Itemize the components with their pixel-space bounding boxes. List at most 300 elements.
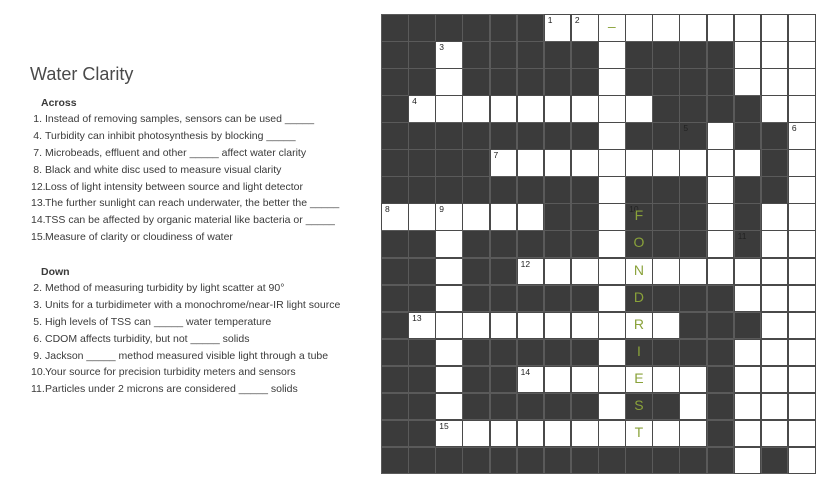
grid-cell-blocked — [381, 366, 409, 394]
grid-cell-blocked — [408, 122, 436, 150]
clue-number: 12. — [31, 180, 46, 193]
grid-cell[interactable] — [598, 258, 626, 286]
grid-cell[interactable] — [462, 420, 490, 448]
grid-cell-blocked — [707, 312, 735, 340]
cell-number: 14 — [520, 366, 531, 377]
grid-cell-blocked — [490, 230, 518, 258]
grid-cell[interactable] — [707, 203, 735, 231]
grid-cell-blocked — [517, 41, 545, 69]
puzzle-title: Water Clarity — [30, 64, 134, 84]
grid-cell[interactable] — [761, 312, 789, 340]
grid-cell[interactable] — [788, 339, 816, 367]
grid-cell[interactable] — [435, 230, 463, 258]
down-clue — [31, 297, 340, 314]
grid-cell-blocked — [544, 230, 572, 258]
grid-cell[interactable] — [598, 203, 626, 231]
clue-number: 4. — [33, 129, 42, 142]
grid-cell[interactable] — [598, 339, 626, 367]
grid-cell-blocked — [734, 95, 762, 123]
grid-cell-blocked — [679, 41, 707, 69]
grid-cell[interactable] — [788, 95, 816, 123]
grid-cell-blocked — [652, 95, 680, 123]
grid-cell-blocked — [381, 230, 409, 258]
grid-cell[interactable] — [517, 149, 545, 177]
grid-cell[interactable] — [788, 122, 816, 150]
grid-cell[interactable] — [625, 95, 653, 123]
grid-cell[interactable] — [381, 203, 409, 231]
grid-cell-blocked — [490, 285, 518, 313]
grid-cell[interactable] — [408, 312, 436, 340]
grid-cell[interactable] — [788, 312, 816, 340]
grid-cell-blocked — [381, 420, 409, 448]
clue-text: Measure of clarity or cloudiness of water — [45, 231, 233, 244]
grid-cell[interactable] — [707, 176, 735, 204]
grid-cell-blocked — [652, 285, 680, 313]
cell-number: 10 — [629, 204, 639, 215]
grid-cell-blocked — [490, 68, 518, 96]
grid-cell[interactable] — [598, 285, 626, 313]
grid-cell[interactable] — [490, 95, 518, 123]
grid-cell-blocked — [679, 122, 707, 150]
grid-cell-blocked — [571, 176, 599, 204]
grid-cell-blocked — [571, 393, 599, 421]
grid-cell-blocked — [490, 41, 518, 69]
cell-number: 12 — [520, 258, 531, 269]
grid-cell-blocked — [571, 447, 599, 475]
grid-cell-blocked — [761, 447, 789, 475]
grid-cell-blocked — [408, 393, 436, 421]
grid-cell-blocked — [435, 149, 463, 177]
grid-cell[interactable] — [625, 14, 653, 42]
grid-cell-blocked — [598, 447, 626, 475]
across-clue — [31, 162, 339, 179]
grid-cell-blocked — [571, 41, 599, 69]
grid-cell-blocked — [707, 41, 735, 69]
grid-cell-blocked — [679, 312, 707, 340]
grid-cell[interactable] — [598, 14, 626, 42]
grid-cell-blocked — [679, 447, 707, 475]
grid-cell[interactable] — [734, 366, 762, 394]
grid-cell[interactable] — [598, 176, 626, 204]
grid-cell[interactable] — [435, 258, 463, 286]
grid-cell[interactable] — [652, 312, 680, 340]
grid-cell-blocked — [761, 122, 789, 150]
clue-text: The further sunlight can reach underwater, the better the _____ — [45, 197, 340, 210]
grid-cell[interactable] — [598, 230, 626, 258]
grid-cell[interactable] — [625, 312, 653, 340]
clue-text: Your source for precision turbidity meters and sensors — [45, 366, 296, 379]
across-clue-list — [31, 111, 339, 246]
grid-cell[interactable] — [544, 258, 572, 286]
clue-number: 13. — [31, 197, 46, 210]
clue-text: Particles under 2 microns are considered _____ solids — [45, 383, 298, 396]
grid-cell[interactable] — [517, 95, 545, 123]
grid-cell-blocked — [625, 393, 653, 421]
grid-cell-blocked — [679, 203, 707, 231]
grid-cell[interactable] — [734, 447, 762, 475]
grid-cell[interactable] — [598, 393, 626, 421]
grid-cell[interactable] — [435, 366, 463, 394]
grid-cell-blocked — [408, 420, 436, 448]
clue-number: 7. — [33, 146, 42, 159]
grid-cell[interactable] — [734, 339, 762, 367]
across-clue — [31, 111, 339, 128]
grid-cell[interactable] — [652, 14, 680, 42]
grid-cell-blocked — [625, 203, 653, 231]
grid-cell[interactable] — [679, 149, 707, 177]
cell-letter: F — [634, 207, 644, 224]
grid-cell[interactable] — [652, 258, 680, 286]
cell-number: 2 — [574, 15, 580, 25]
cell-number: 1 — [547, 15, 553, 25]
grid-cell[interactable] — [707, 230, 735, 258]
grid-cell[interactable] — [544, 14, 572, 42]
grid-cell-blocked — [517, 176, 545, 204]
grid-cell-blocked — [381, 285, 409, 313]
grid-cell[interactable] — [598, 420, 626, 448]
clue-number: 15. — [31, 231, 46, 244]
across-clue — [31, 229, 339, 246]
across-clue — [31, 179, 339, 196]
grid-cell[interactable] — [598, 312, 626, 340]
cell-number: 13 — [412, 312, 422, 323]
grid-cell[interactable] — [625, 366, 653, 394]
grid-cell[interactable] — [571, 149, 599, 177]
grid-cell-blocked — [571, 68, 599, 96]
cell-number: 6 — [791, 123, 797, 134]
grid-cell-blocked — [408, 41, 436, 69]
grid-cell-blocked — [625, 122, 653, 150]
grid-cell-blocked — [462, 41, 490, 69]
grid-cell-blocked — [408, 149, 436, 177]
grid-cell-blocked — [571, 285, 599, 313]
down-clue — [31, 348, 340, 365]
down-clue — [31, 381, 340, 398]
grid-cell[interactable] — [761, 68, 789, 96]
clue-number: 5. — [33, 315, 42, 328]
clue-number: 10. — [31, 366, 46, 379]
grid-cell[interactable] — [734, 285, 762, 313]
grid-cell[interactable] — [435, 95, 463, 123]
grid-cell[interactable] — [707, 149, 735, 177]
clue-text: Instead of removing samples, sensors can be used _____ — [45, 113, 315, 125]
grid-cell-blocked — [652, 447, 680, 475]
clue-text: Loss of light intensity between source and light detector — [45, 180, 303, 193]
grid-cell[interactable] — [490, 149, 518, 177]
grid-cell[interactable] — [734, 393, 762, 421]
grid-cell-blocked — [462, 230, 490, 258]
grid-cell[interactable] — [571, 420, 599, 448]
grid-cell[interactable] — [788, 14, 816, 42]
grid-cell-blocked — [544, 285, 572, 313]
across-heading: Across — [41, 97, 77, 109]
across-clue — [31, 195, 339, 212]
grid-cell[interactable] — [435, 312, 463, 340]
grid-cell-blocked — [381, 14, 409, 42]
grid-cell-blocked — [652, 122, 680, 150]
grid-cell[interactable] — [571, 312, 599, 340]
grid-cell-blocked — [571, 122, 599, 150]
grid-cell[interactable] — [517, 420, 545, 448]
grid-cell[interactable] — [679, 366, 707, 394]
grid-cell[interactable] — [788, 149, 816, 177]
grid-cell[interactable] — [788, 230, 816, 258]
grid-cell-blocked — [462, 68, 490, 96]
grid-cell[interactable] — [788, 285, 816, 313]
grid-cell[interactable] — [788, 420, 816, 448]
grid-cell-blocked — [490, 122, 518, 150]
grid-cell-blocked — [679, 230, 707, 258]
grid-cell-blocked — [408, 14, 436, 42]
grid-cell[interactable] — [517, 203, 545, 231]
grid-cell-blocked — [408, 285, 436, 313]
grid-cell[interactable] — [734, 258, 762, 286]
grid-cell[interactable] — [598, 68, 626, 96]
down-clue — [31, 280, 340, 297]
cell-letter: N — [633, 261, 644, 278]
grid-cell[interactable] — [734, 420, 762, 448]
grid-cell-blocked — [707, 393, 735, 421]
grid-cell-blocked — [490, 447, 518, 475]
grid-cell-blocked — [625, 176, 653, 204]
grid-cell[interactable] — [517, 258, 545, 286]
grid-cell[interactable] — [788, 68, 816, 96]
grid-cell-blocked — [381, 95, 409, 123]
grid-cell[interactable] — [625, 420, 653, 448]
clues-panel — [0, 0, 380, 504]
grid-cell-blocked — [517, 230, 545, 258]
grid-cell[interactable] — [517, 312, 545, 340]
grid-cell[interactable] — [652, 366, 680, 394]
grid-cell-blocked — [381, 339, 409, 367]
cell-number: 8 — [385, 204, 390, 215]
grid-cell[interactable] — [490, 420, 518, 448]
clue-number: 1. — [33, 113, 42, 125]
clue-text: Microbeads, effluent and other _____ affect water clarity — [45, 146, 307, 159]
grid-cell[interactable] — [544, 312, 572, 340]
grid-cell[interactable] — [761, 230, 789, 258]
grid-cell-blocked — [544, 393, 572, 421]
down-clue — [31, 364, 340, 381]
grid-cell[interactable] — [435, 285, 463, 313]
grid-cell[interactable] — [761, 258, 789, 286]
grid-cell[interactable] — [734, 41, 762, 69]
grid-cell[interactable] — [707, 122, 735, 150]
down-clue — [31, 331, 340, 348]
grid-cell-blocked — [652, 176, 680, 204]
grid-cell-blocked — [734, 312, 762, 340]
cell-letter: S — [634, 396, 644, 413]
grid-cell[interactable] — [435, 339, 463, 367]
grid-cell-blocked — [381, 41, 409, 69]
grid-cell[interactable] — [544, 366, 572, 394]
grid-cell[interactable] — [571, 14, 599, 42]
grid-cell[interactable] — [761, 95, 789, 123]
grid-cell[interactable] — [788, 366, 816, 394]
clue-number: 11. — [31, 383, 45, 396]
clue-number: 9. — [33, 349, 42, 362]
grid-cell-blocked — [625, 41, 653, 69]
cell-number: 3 — [439, 42, 444, 53]
grid-cell[interactable] — [761, 14, 789, 42]
cell-letter: D — [633, 288, 644, 305]
grid-cell[interactable] — [490, 203, 518, 231]
grid-cell-blocked — [679, 285, 707, 313]
grid-cell-blocked — [734, 122, 762, 150]
grid-cell[interactable] — [734, 149, 762, 177]
clue-number: 6. — [33, 332, 42, 345]
grid-cell-blocked — [490, 258, 518, 286]
grid-cell-blocked — [625, 447, 653, 475]
grid-cell-blocked — [462, 393, 490, 421]
grid-cell-blocked — [544, 339, 572, 367]
clue-number: 8. — [33, 163, 42, 176]
grid-cell-blocked — [435, 447, 463, 475]
grid-cell[interactable] — [435, 203, 463, 231]
grid-cell-blocked — [517, 447, 545, 475]
grid-cell[interactable] — [544, 420, 572, 448]
grid-cell-blocked — [408, 258, 436, 286]
grid-cell[interactable] — [788, 203, 816, 231]
grid-cell[interactable] — [679, 258, 707, 286]
grid-cell-blocked — [381, 258, 409, 286]
grid-cell-blocked — [517, 285, 545, 313]
grid-cell-blocked — [462, 285, 490, 313]
grid-cell[interactable] — [652, 420, 680, 448]
grid-cell-blocked — [544, 447, 572, 475]
grid-cell[interactable] — [571, 258, 599, 286]
across-clue — [31, 128, 339, 145]
grid-cell[interactable] — [734, 68, 762, 96]
grid-cell-blocked — [679, 95, 707, 123]
grid-cell[interactable] — [571, 366, 599, 394]
grid-cell[interactable] — [462, 203, 490, 231]
clue-text: Black and white disc used to measure visual clarity — [45, 163, 282, 176]
grid-cell-blocked — [462, 366, 490, 394]
grid-cell[interactable] — [761, 420, 789, 448]
grid-cell-blocked — [544, 68, 572, 96]
grid-cell[interactable] — [598, 366, 626, 394]
grid-cell[interactable] — [571, 95, 599, 123]
grid-cell-blocked — [652, 393, 680, 421]
grid-cell-blocked — [381, 393, 409, 421]
down-clue — [31, 314, 340, 331]
cell-number: 7 — [493, 150, 499, 161]
grid-cell-blocked — [679, 339, 707, 367]
grid-cell-blocked — [544, 41, 572, 69]
grid-cell[interactable] — [408, 203, 436, 231]
grid-cell[interactable] — [761, 393, 789, 421]
grid-cell[interactable] — [517, 366, 545, 394]
grid-cell[interactable] — [544, 149, 572, 177]
grid-cell[interactable] — [761, 203, 789, 231]
grid-cell[interactable] — [625, 149, 653, 177]
grid-cell-blocked — [707, 285, 735, 313]
grid-cell-blocked — [544, 122, 572, 150]
grid-cell[interactable] — [598, 41, 626, 69]
grid-cell-blocked — [571, 203, 599, 231]
clue-number: 14. — [31, 214, 46, 227]
grid-cell-blocked — [517, 122, 545, 150]
grid-cell[interactable] — [598, 122, 626, 150]
grid-cell-blocked — [625, 285, 653, 313]
grid-cell[interactable] — [652, 149, 680, 177]
grid-cell-blocked — [517, 339, 545, 367]
grid-cell[interactable] — [462, 95, 490, 123]
grid-cell-blocked — [462, 14, 490, 42]
grid-cell[interactable] — [707, 258, 735, 286]
grid-cell-blocked — [734, 203, 762, 231]
grid-cell[interactable] — [408, 95, 436, 123]
grid-cell-blocked — [435, 176, 463, 204]
grid-cell[interactable] — [788, 258, 816, 286]
grid-cell[interactable] — [788, 393, 816, 421]
grid-cell[interactable] — [788, 176, 816, 204]
grid-cell[interactable] — [490, 312, 518, 340]
grid-cell[interactable] — [707, 14, 735, 42]
grid-cell-blocked — [517, 14, 545, 42]
grid-cell[interactable] — [462, 312, 490, 340]
grid-cell[interactable] — [544, 95, 572, 123]
grid-cell[interactable] — [435, 420, 463, 448]
grid-cell[interactable] — [679, 393, 707, 421]
clue-text: Units for a turbidimeter with a monochrome/near-IR light source — [45, 298, 341, 311]
grid-cell-blocked — [381, 149, 409, 177]
grid-cell[interactable] — [761, 285, 789, 313]
cell-letter: O — [633, 234, 645, 251]
cell-letter: T — [634, 423, 644, 440]
grid-cell[interactable] — [679, 420, 707, 448]
down-clue-list — [31, 280, 340, 398]
grid-cell-blocked — [462, 176, 490, 204]
cell-number: 15 — [439, 420, 449, 431]
cell-letter: E — [634, 369, 644, 386]
clue-number: 3. — [33, 298, 42, 311]
grid-cell[interactable] — [761, 41, 789, 69]
grid-cell[interactable] — [761, 366, 789, 394]
grid-cell-blocked — [571, 230, 599, 258]
grid-cell[interactable] — [625, 258, 653, 286]
grid-cell-blocked — [652, 68, 680, 96]
grid-cell-blocked — [761, 149, 789, 177]
grid-cell-blocked — [490, 393, 518, 421]
grid-cell[interactable] — [734, 14, 762, 42]
grid-cell-blocked — [707, 95, 735, 123]
grid-cell-blocked — [490, 176, 518, 204]
cell-number: 9 — [439, 204, 444, 215]
grid-cell-blocked — [652, 230, 680, 258]
grid-cell[interactable] — [679, 14, 707, 42]
grid-cell-blocked — [707, 339, 735, 367]
grid-cell[interactable] — [435, 41, 463, 69]
across-clue — [31, 145, 339, 162]
grid-cell[interactable] — [761, 339, 789, 367]
grid-cell-blocked — [462, 447, 490, 475]
grid-cell-blocked — [625, 230, 653, 258]
grid-cell[interactable] — [788, 447, 816, 475]
grid-cell[interactable] — [435, 393, 463, 421]
grid-cell-blocked — [381, 176, 409, 204]
crossword-grid — [381, 14, 815, 474]
grid-cell[interactable] — [788, 41, 816, 69]
grid-cell-blocked — [625, 68, 653, 96]
grid-cell[interactable] — [435, 68, 463, 96]
grid-cell[interactable] — [598, 95, 626, 123]
grid-cell-blocked — [734, 176, 762, 204]
cell-letter: I — [636, 342, 641, 359]
clue-number: 2. — [33, 282, 42, 294]
grid-cell[interactable] — [598, 149, 626, 177]
